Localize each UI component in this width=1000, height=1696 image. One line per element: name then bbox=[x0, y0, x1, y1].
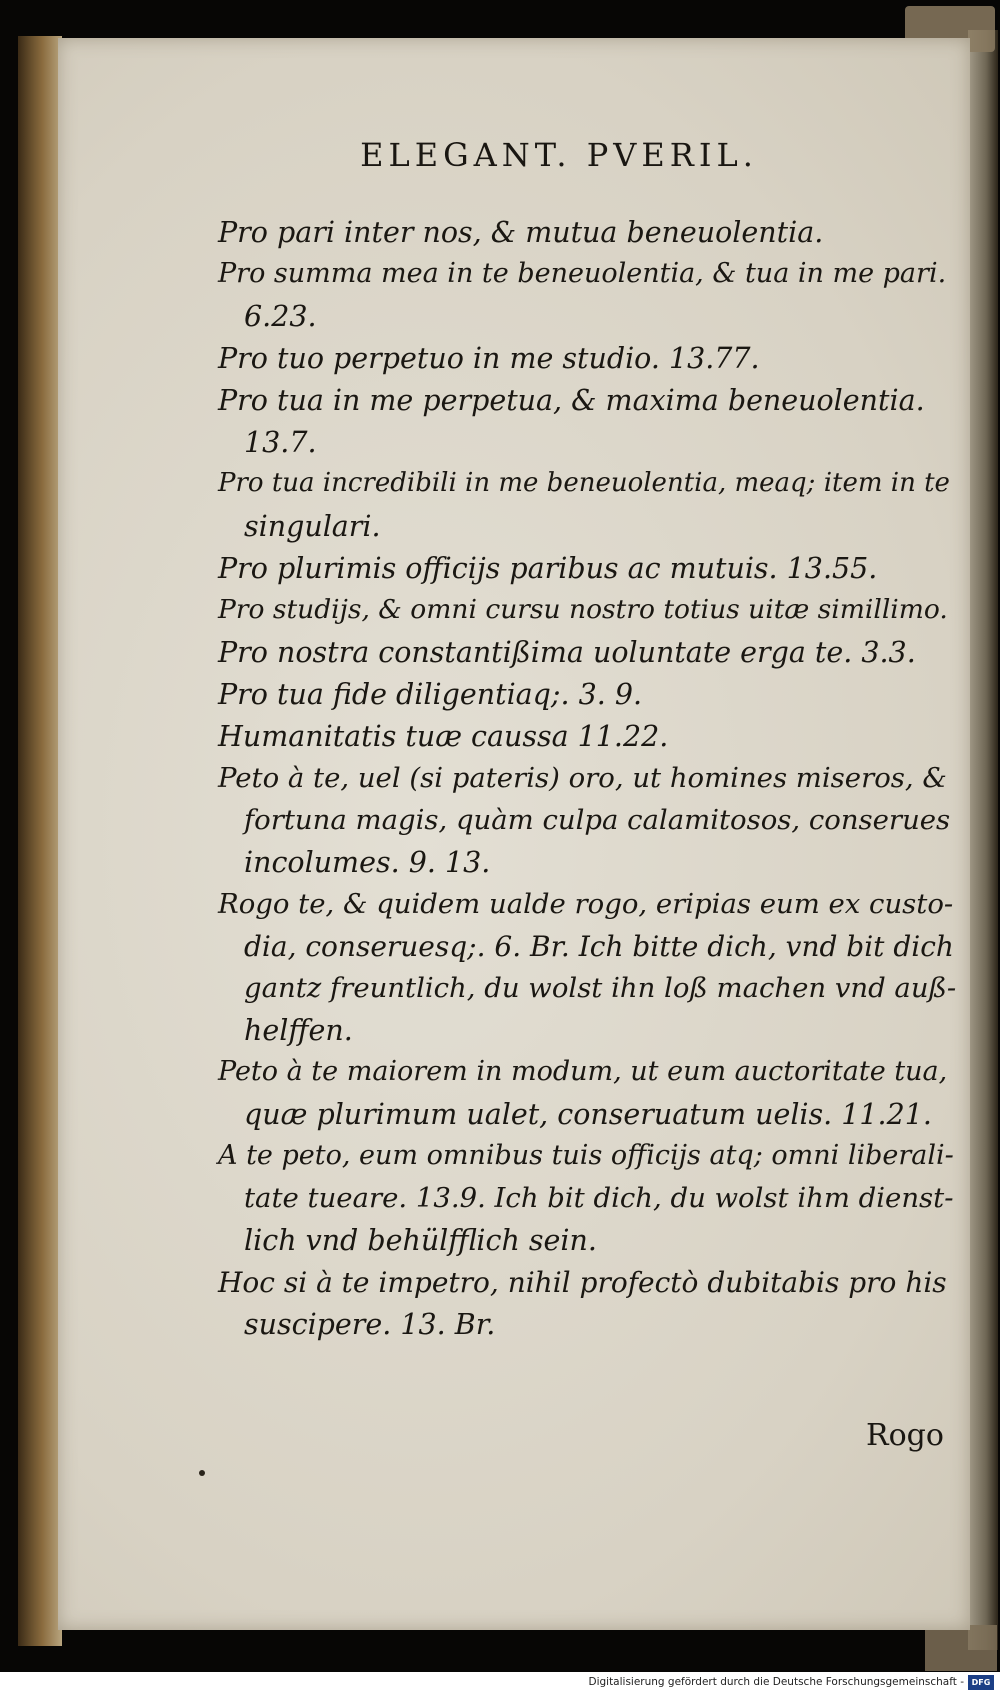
text-line: Pro pari inter nos, & mutua beneuolentia. bbox=[218, 216, 824, 249]
page-corner-bottom bbox=[925, 1625, 997, 1671]
text-line: quæ plurimum ualet, conseruatum uelis. 11.21. bbox=[244, 1098, 932, 1131]
text-line: Peto à te, uel (si pateris) oro, ut homines miseros, & bbox=[218, 762, 947, 794]
text-line: singulari. bbox=[244, 510, 381, 543]
text-line: Pro nostra constantißima uoluntate erga te. 3.3. bbox=[218, 636, 916, 669]
text-line: Humanitatis tuæ caussa 11.22. bbox=[218, 720, 669, 753]
dfg-logo-icon: DFG bbox=[968, 1675, 994, 1690]
text-line: helffen. bbox=[244, 1014, 353, 1047]
text-line: A te peto, eum omnibus tuis officijs atq; omni liberali- bbox=[218, 1140, 954, 1171]
text-line: Pro studijs, & omni cursu nostro totius uitæ simillimo. bbox=[218, 594, 948, 625]
book-page bbox=[58, 38, 970, 1630]
text-line: gantz freuntlich, du wolst ihn loß machen vnd auß- bbox=[244, 972, 957, 1004]
book-spine-edge bbox=[18, 36, 62, 1646]
running-head: ELEGANT. PVERIL. bbox=[360, 136, 758, 174]
text-line: suscipere. 13. Br. bbox=[244, 1308, 496, 1341]
text-line: Pro plurimis officijs paribus ac mutuis. 13.55. bbox=[218, 552, 878, 585]
ink-spot bbox=[199, 1470, 205, 1476]
catchword: Rogo bbox=[866, 1418, 944, 1453]
text-line: tate tueare. 13.9. Ich bit dich, du wolst ihm dienst- bbox=[244, 1182, 954, 1214]
text-line: Peto à te maiorem in modum, ut eum auctoritate tua, bbox=[218, 1056, 948, 1087]
text-line: fortuna magis, quàm culpa calamitosos, conserues bbox=[244, 804, 951, 836]
digitization-footer bbox=[0, 1672, 1000, 1696]
text-line: 13.7. bbox=[244, 426, 317, 459]
text-line: lich vnd behülfflich sein. bbox=[244, 1224, 597, 1257]
text-line: Pro tuo perpetuo in me studio. 13.77. bbox=[218, 342, 760, 375]
footer-credit: Digitalisierung gefördert durch die Deutsche Forschungsgemeinschaft - bbox=[588, 1676, 964, 1688]
text-line: Hoc si à te impetro, nihil profectò dubitabis pro his bbox=[218, 1266, 947, 1299]
text-line: dia, conseruesq;. 6. Br. Ich bitte dich, vnd bit dich bbox=[244, 930, 954, 963]
book-fore-edge bbox=[968, 30, 998, 1650]
text-line: incolumes. 9. 13. bbox=[244, 846, 491, 879]
text-line: 6.23. bbox=[244, 300, 317, 333]
text-line: Pro summa mea in te beneuolentia, & tua in me pari. bbox=[218, 258, 947, 289]
text-line: Pro tua in me perpetua, & maxima beneuolentia. bbox=[218, 384, 925, 417]
text-line: Rogo te, & quidem ualde rogo, eripias eum ex custo- bbox=[218, 888, 954, 920]
text-line: Pro tua fide diligentiaq;. 3. 9. bbox=[218, 678, 643, 711]
text-line: Pro tua incredibili in me beneuolentia, meaq; item in te bbox=[218, 468, 950, 498]
